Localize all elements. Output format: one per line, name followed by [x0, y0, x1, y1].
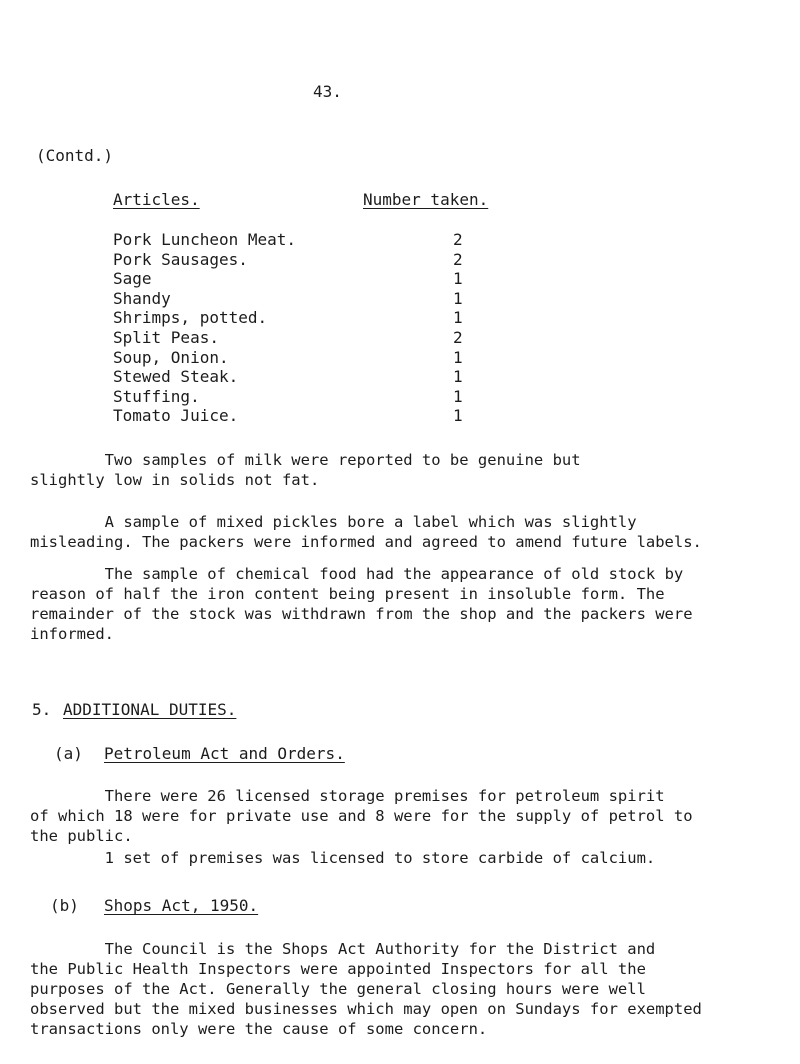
number-taken: 2 [453, 249, 463, 269]
pickles-paragraph: A sample of mixed pickles bore a label which was slightly misleading. The packers were informed and agreed to amend future labels. [30, 513, 702, 551]
number-taken: 1 [453, 308, 463, 328]
carbide-paragraph: 1 set of premises was licensed to store carbide of calcium. [30, 849, 656, 867]
article-name: Shrimps, potted. [113, 308, 268, 328]
petroleum-paragraph: There were 26 licensed storage premises for petroleum spirit of which 18 were for private use and 8 were for the supply of petrol to the public. [30, 787, 693, 845]
table-row [113, 387, 493, 407]
article-name: Sage [113, 269, 152, 289]
table-row [113, 406, 493, 426]
article-name: Pork Luncheon Meat. [113, 230, 297, 249]
number-taken: 1 [453, 406, 463, 426]
subsection-b-title: Shops Act, 1950. [104, 896, 259, 915]
contd-label: (Contd.) [36, 146, 114, 165]
section-number: 5. [32, 700, 52, 719]
number-taken: 1 [453, 386, 463, 406]
shops-paragraph: The Council is the Shops Act Authority for the District and the Public Health Inspectors were appointed Inspectors for all the purposes of the Act. Generally the general closing hours were well observed but the mixed businesses which may open on Sundays for exempted transactions only were the cause of some concern. [30, 940, 702, 1038]
article-name: Pork Sausages. [113, 249, 248, 269]
milk-paragraph: Two samples of milk were reported to be genuine but slightly low in solids not fat. [30, 451, 581, 489]
table-row [113, 230, 493, 250]
article-name: Soup, Onion. [113, 347, 229, 367]
article-name: Split Peas. [113, 328, 219, 347]
article-name: Tomato Juice. [113, 406, 239, 426]
article-name: Stuffing. [113, 386, 200, 406]
subsection-b-label: (b) [50, 896, 79, 915]
article-name: Shandy [113, 288, 171, 308]
table-row [113, 250, 493, 270]
section-title: ADDITIONAL DUTIES. [63, 700, 237, 719]
number-taken: 1 [453, 288, 463, 308]
table-header-number: Number taken. [363, 190, 489, 209]
table-row [113, 289, 493, 309]
table-row [113, 269, 493, 289]
table-row [113, 308, 493, 328]
table-header-articles: Articles. [113, 190, 200, 209]
table-row [113, 328, 493, 348]
chemical-paragraph: The sample of chemical food had the appearance of old stock by reason of half the iron content being present in insoluble form. The remainder of the stock was withdrawn from the shop and the packers were informed. [30, 565, 693, 643]
page-number: 43. [313, 82, 342, 101]
number-taken: 2 [453, 328, 463, 347]
number-taken: 1 [453, 269, 463, 289]
number-taken: 1 [453, 347, 463, 367]
subsection-a-label: (a) [54, 744, 83, 763]
number-taken: 1 [453, 367, 463, 387]
table-row [113, 367, 493, 387]
table-row [113, 348, 493, 368]
subsection-a-title: Petroleum Act and Orders. [104, 744, 345, 763]
article-name: Stewed Steak. [113, 367, 239, 387]
number-taken: 2 [453, 230, 463, 249]
